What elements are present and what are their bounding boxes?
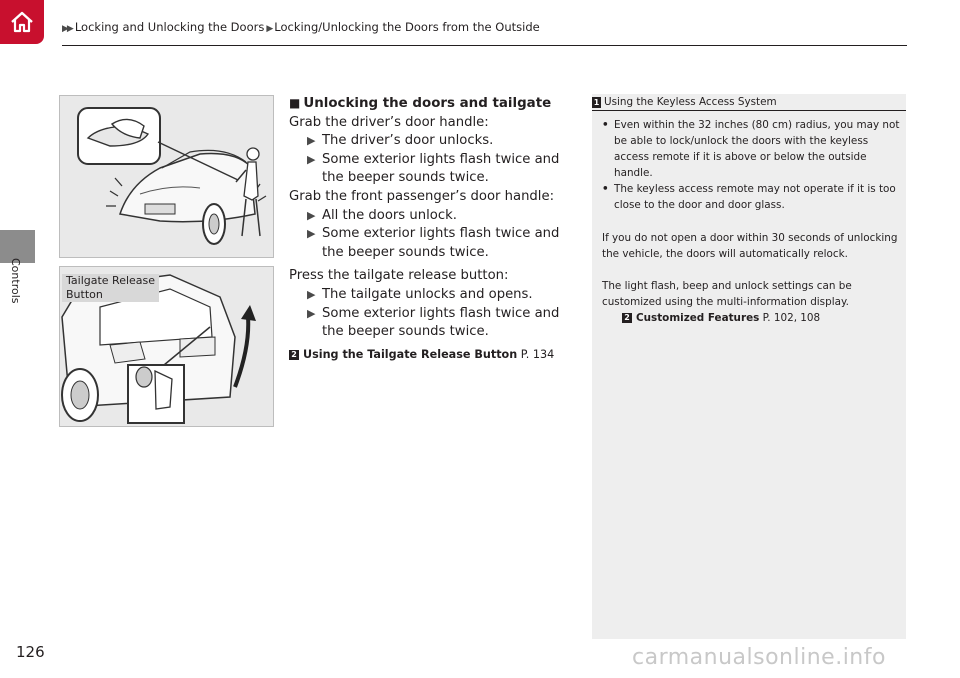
list-item: • Even within the 32 inches (80 cm) radius, you may not be able to lock/unlock the doors with the keyless access remote if it is above or below the outside handle. [602,119,900,180]
bullet-triangle-icon: ▶ [307,306,316,320]
tailgate-callout-line2: Button [66,288,103,301]
home-button[interactable] [0,0,44,44]
reference-icon: 2 [289,350,299,360]
bullet-triangle-icon: ▶ [307,208,316,222]
list-item: ▶ Some exterior lights flash twice and the beeper sounds twice. [307,305,560,340]
bullet-triangle-icon: ▶ [307,152,316,166]
header-divider [62,45,907,46]
square-bullet-icon: ■ [289,96,301,110]
breadcrumb-link-parent[interactable]: Locking and Unlocking the Doors [74,20,265,34]
list-item: ▶ The tailgate unlocks and opens. [289,286,579,305]
bullet-triangle-icon: ▶ [307,227,316,241]
tailgate-release-callout [62,274,159,302]
bullet-triangle-icon: ▶ [307,134,316,148]
tailgate-reference-link[interactable]: 2 Using the Tailgate Release Button P. 134 [289,346,579,365]
side-note-header [592,96,906,111]
breadcrumb-arrow-icon: ▶ [266,24,272,34]
section-label: Controls [9,258,22,304]
list-item: ▶ All the doors unlock. [289,207,579,226]
list-item: • The keyless access remote may not operate if it is too close to the door and door glass. [602,183,896,212]
breadcrumb-current: Locking/Unlocking the Doors from the Outside [274,20,540,34]
note-icon: 1 [593,98,600,107]
main-content [289,94,579,364]
bullet-triangle-icon: ▶ [307,287,316,301]
home-icon [7,7,37,37]
watermark: carmanualsonline.info [632,645,886,670]
side-note-body [602,117,900,326]
breadcrumb [62,20,540,34]
list-item: ▶ Some exterior lights flash twice and the beeper sounds twice. [307,151,560,186]
reference-icon: 2 [622,313,632,323]
page-number: 126 [16,643,45,661]
tailgate-intro: Press the tailgate release button: [289,268,509,284]
tailgate-callout-line1: Tailgate Release [66,274,156,287]
list-item: ▶ The driver’s door unlocks. [289,132,579,151]
section-heading: ■ Unlocking the doors and tailgate [289,96,552,111]
customized-features-link[interactable]: 2 Customized Features P. 102, 108 [602,310,900,326]
relock-paragraph: If you do not open a door within 30 seconds of unlocking the vehicle, the doors will automatically relock. [602,231,898,260]
passenger-intro: Grab the front passenger’s door handle: [289,188,555,204]
bullet-dot-icon: • [602,119,609,131]
breadcrumb-arrow-icon: ▶▶ [62,24,72,34]
side-note-title: Using the Keyless Access System [604,96,777,108]
side-note-panel [592,94,906,639]
settings-paragraph: The light flash, beep and unlock settings can be customized using the multi-information display. [602,279,852,308]
list-item: ▶ Some exterior lights flash twice and the beeper sounds twice. [307,226,560,260]
bullet-dot-icon: • [602,183,609,196]
illustration-door-handle [59,95,274,258]
driver-intro: Grab the driver’s door handle: [289,114,489,130]
